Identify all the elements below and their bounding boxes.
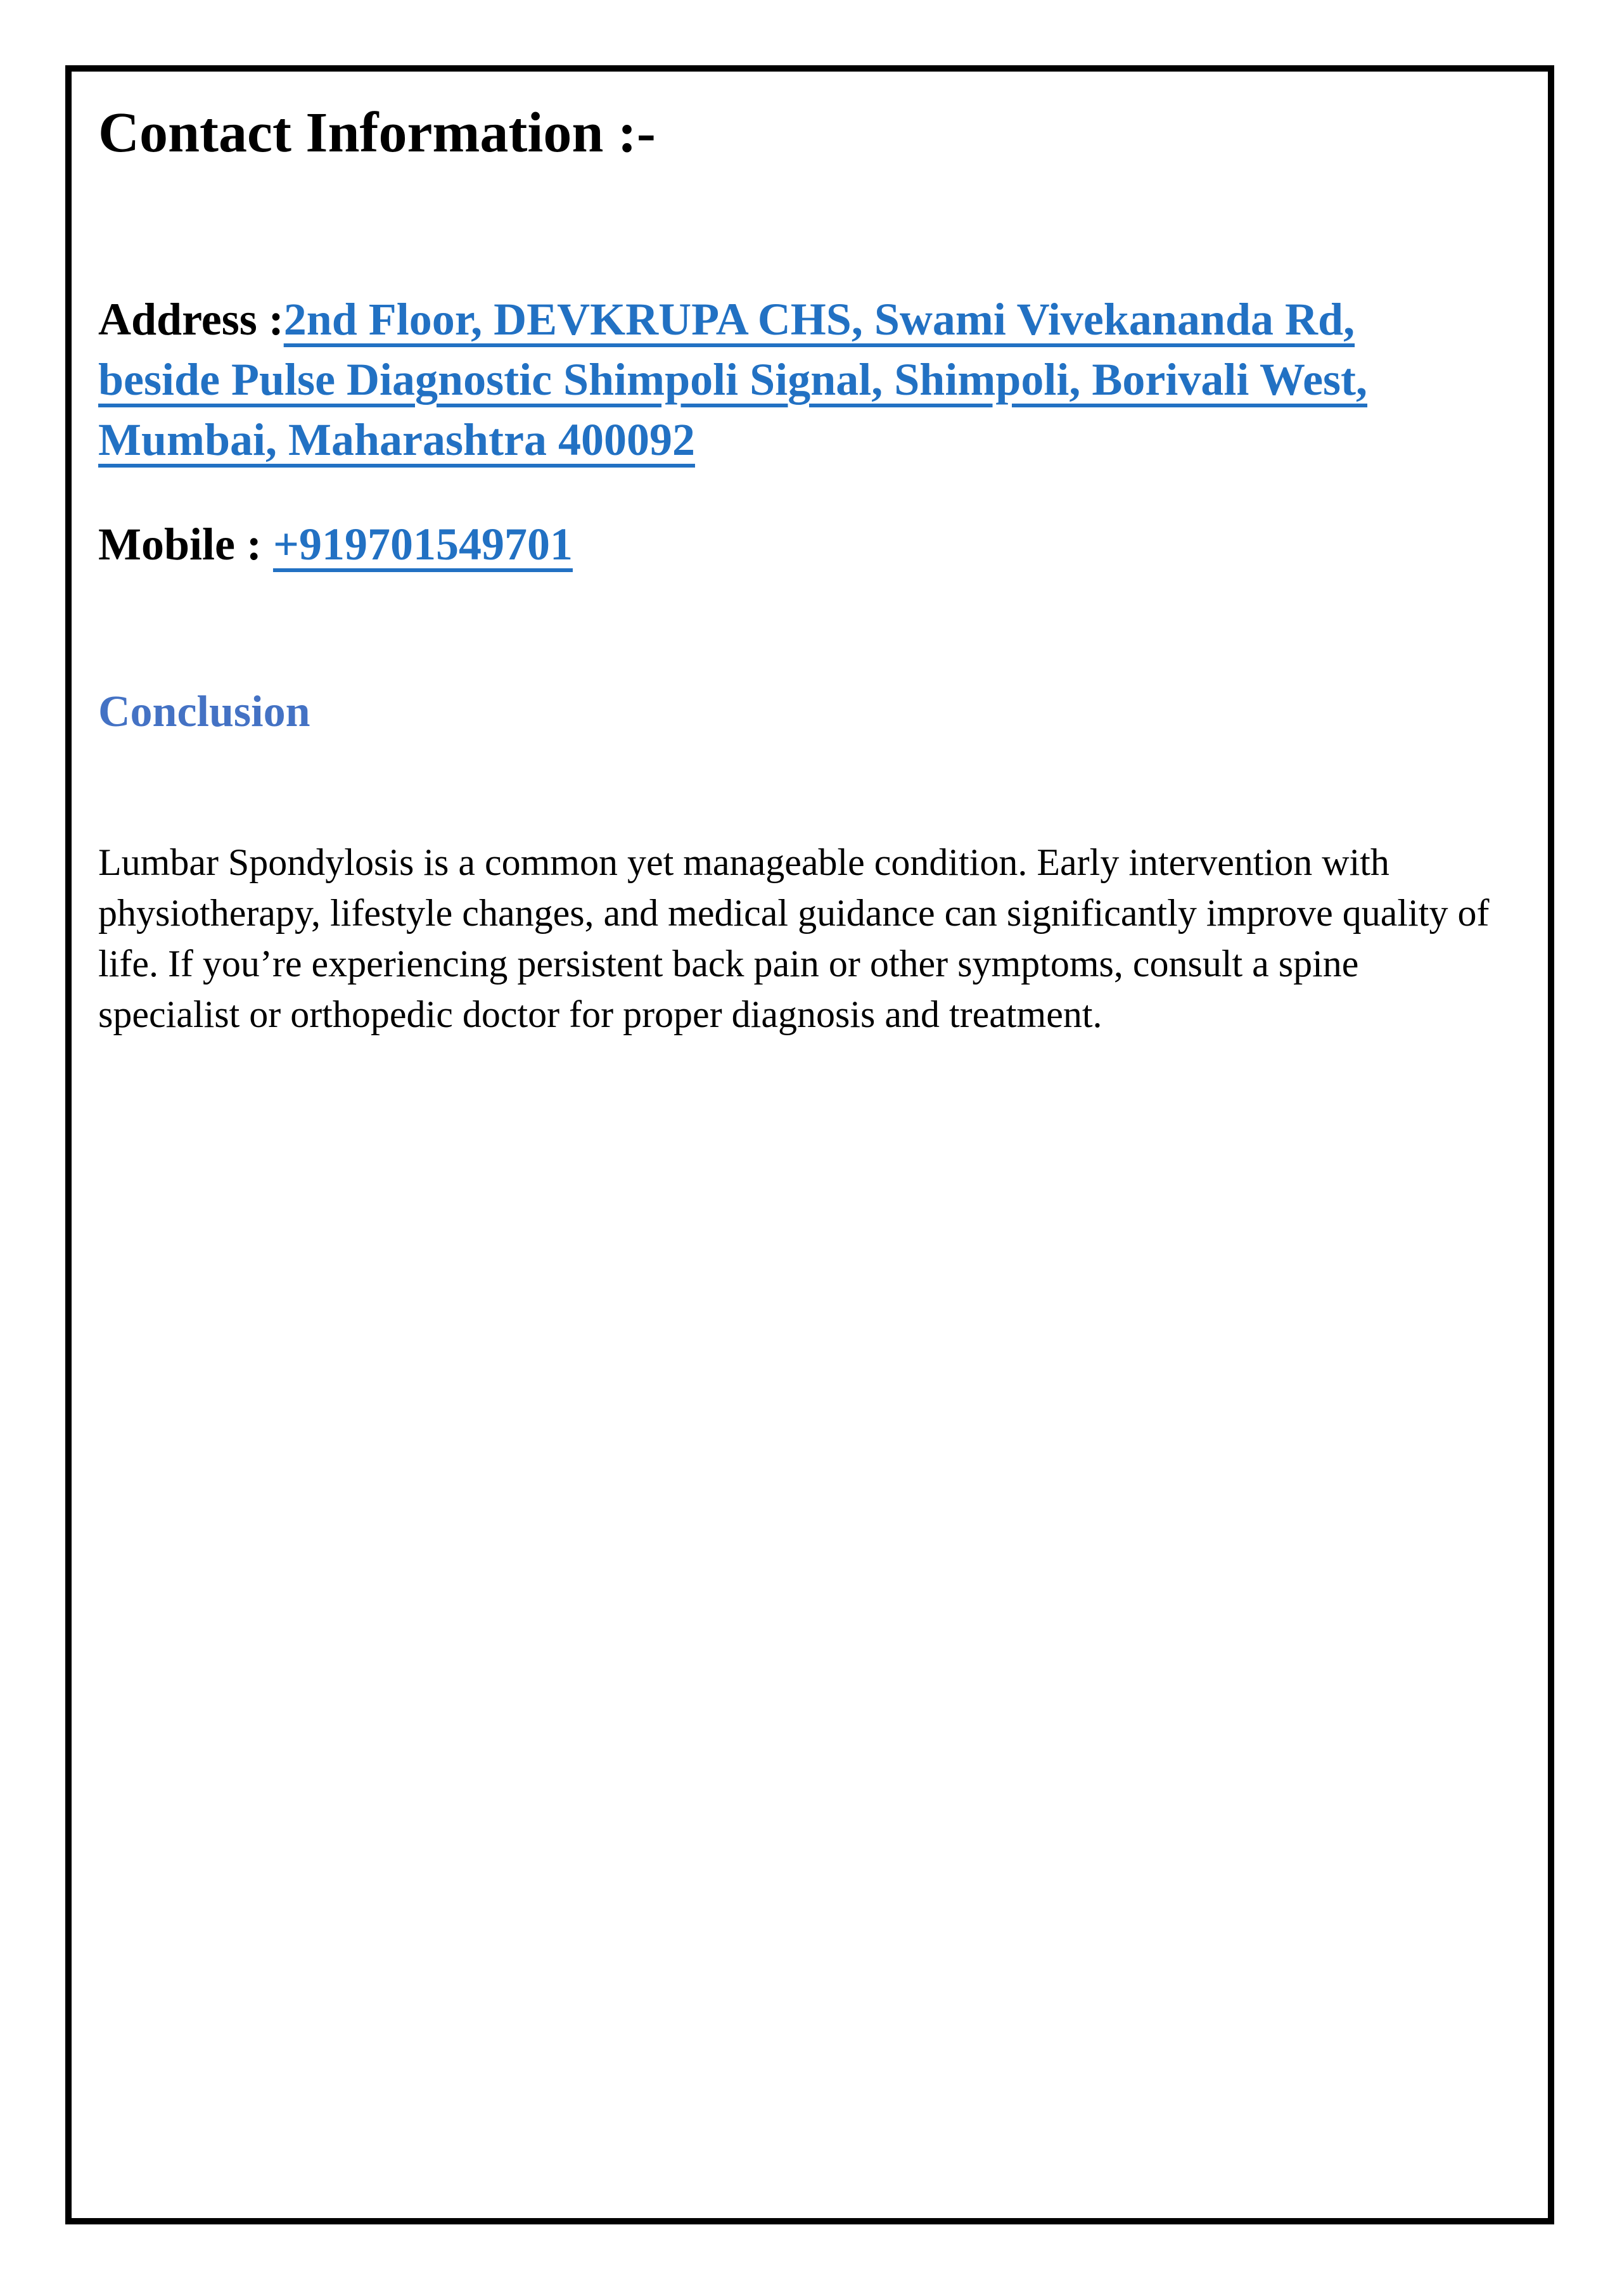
address-line-3 [98, 410, 1510, 470]
mobile-block [98, 514, 1510, 575]
address-link[interactable]: beside Pulse Diagnostic Shimpoli Signal, Shimpoli, Borivali West, [98, 354, 1368, 405]
address-block [98, 290, 1510, 470]
conclusion-paragraph: Lumbar Spondylosis is a common yet manageable condition. Early intervention with physiotherapy, lifestyle changes, and medical guidance can significantly improve quality of life. If you’re experiencing persistent back pain or other symptoms, consult a spine specialist or orthopedic doctor for proper diagnosis and treatment. [98, 841, 1490, 1035]
address-link[interactable]: Mumbai, Maharashtra 400092 [98, 414, 695, 465]
address-link[interactable]: 2nd Floor, DEVKRUPA CHS, Swami Vivekananda Rd, [283, 293, 1355, 345]
document-page [65, 65, 1554, 2224]
address-line-2 [98, 350, 1510, 410]
address-label: Address : [98, 293, 284, 345]
contact-information-heading: Contact Information :- [98, 101, 656, 164]
mobile-number-link[interactable]: +919701549701 [272, 518, 573, 570]
address-line-1 [98, 290, 1510, 350]
conclusion-heading: Conclusion [98, 687, 310, 736]
mobile-label: Mobile : [98, 518, 273, 570]
